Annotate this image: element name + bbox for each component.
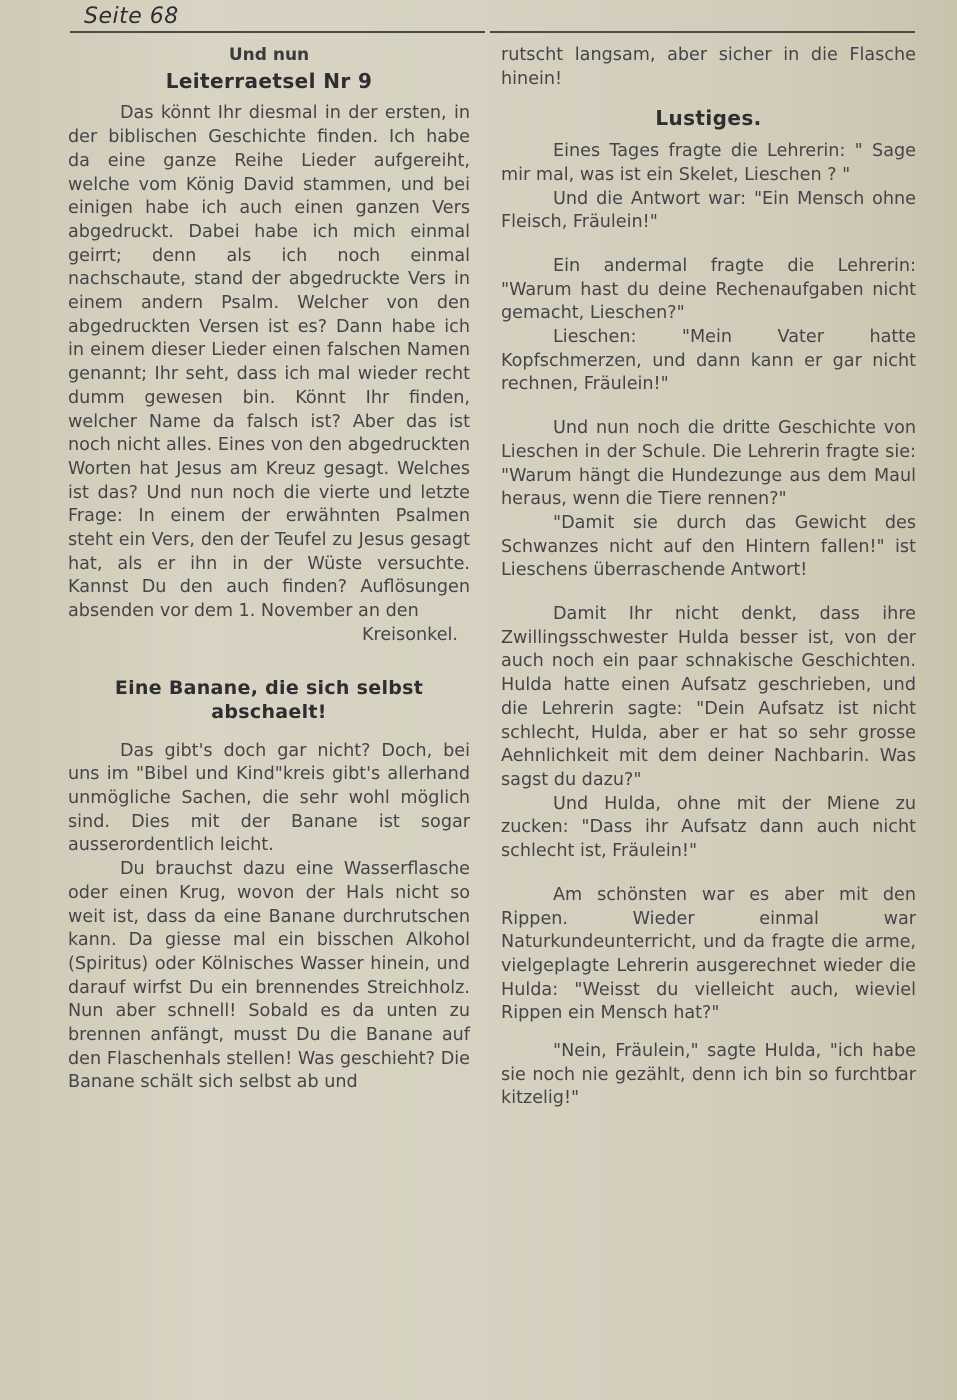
hulda-ribs-answer: "Nein, Fräulein," sagte Hulda, "ich habe sie noch nie gezählt, denn ich bin so furchtbar kitzelig!" — [501, 1041, 916, 1109]
left-column — [68, 44, 470, 1095]
joke-3-answer: "Damit sie durch das Gewicht des Schwanzes nicht auf den Hintern fallen!" ist Lieschens überraschende Antwort! — [501, 512, 916, 581]
joke-3-question: Und nun noch die dritte Geschichte von Lieschen in der Schule. Die Lehrerin fragte sie: "Warum hängt die Hundezunge aus dem Maul heraus, wenn die Tiere rennen?" — [501, 418, 916, 510]
banana-paragraph-1: Das gibt's doch gar nicht? Doch, bei uns im "Bibel und Kind"kreis gibt's allerhand unmögliche Sachen, die sehr wohl möglich sind. Dies mit der Banane ist sogar ausserordentlich leicht. — [68, 740, 470, 856]
page-number: Seite 68 — [84, 4, 179, 29]
riddle-pre-heading: Und nun — [228, 45, 310, 65]
banana-heading: Eine Banane, die sich selbst abschaelt! — [114, 676, 424, 723]
joke-2-question: Ein andermal fragte die Lehrerin: "Warum hast du deine Rechenaufgaben nicht gemacht, Lieschen?" — [501, 255, 916, 324]
riddle-text: Das könnt Ihr diesmal in der ersten, in der biblischen Geschichte finden. Ich habe da eine ganze Reihe Lieder aufgereiht, welche vom König David stammen, und bei einigen habe ich auch einen ganzen Vers abgedruckt. Dabei habe ich mich einmal geirrt; denn als ich noch einmal nachschaute, stand der abgedruckte Vers in einem andern Psalm. Welcher von den abgedruckten Versen ist es? Dann habe ich in einem dieser Lieder einen falschen Namen genannt; Ihr seht, dass ich mal wieder recht dumm gewesen bin. Könnt Ihr finden, welcher Name da falsch ist? Aber das ist noch nicht alles. Eines von den abgedruckten Worten hat Jesus am Kreuz gesagt. Welches ist das? Und nun noch die vierte und letzte Frage: In einem der erwähnten Psalmen steht ein Vers, den der Teufel zu Jesus gesagt hat, als er ihn in der Wüste versuchte. Kannst Du den auch finden? Auflösungen absenden vor dem 1. November an den — [68, 103, 470, 622]
header-rule-right — [490, 31, 915, 33]
header-rule-left — [70, 31, 485, 33]
hulda-ribs-question: Am schönsten war es aber mit den Rippen. Wieder einmal war Naturkundeunterricht, und da fragte die arme, vielgeplagte Lehrerin ausgerechnet wieder die Hulda: "Weisst du vielleicht auch, wieviel Rippen ein Mensch hat?" — [501, 884, 916, 1024]
riddle-signoff: Kreisonkel. — [361, 624, 458, 645]
right-column — [501, 44, 916, 1111]
riddle-heading: Leiterraetsel Nr 9 — [165, 68, 373, 93]
jokes-heading: Lustiges. — [655, 106, 762, 131]
hulda-intro: Damit Ihr nicht denkt, dass ihre Zwillingsschwester Hulda besser ist, von der auch noch ein paar schnakische Geschichten. Hulda hatte einen Aufsatz geschrieben, und die Lehrerin sagte: "Dein Aufsatz ist nicht schlecht, Hulda, aber er hat so sehr grosse Aehnlichkeit mit dem deiner Nachbarin. Was sagst du dazu?" — [501, 604, 916, 790]
hulda-answer: Und Hulda, ohne mit der Miene zu zucken: "Dass ihr Aufsatz dann auch nicht schlecht ist, Fräulein!" — [501, 793, 916, 862]
joke-1-question: Eines Tages fragte die Lehrerin: " Sage mir mal, was ist ein Skelet, Lieschen ? " — [501, 141, 916, 185]
banana-paragraph-2: Du brauchst dazu eine Wasserflasche oder einen Krug, wovon der Hals nicht so weit ist, dass da eine Banane durchrutschen kann. Da giesse mal ein bisschen Alkohol (Spiritus) oder Kölnisches Wasser hinein, und darauf wirfst Du ein brennendes Streichholz. Nun aber schnell! Sobald es da unten zu brennen anfängt, musst Du die Banane auf den Flaschenhals stellen! Was geschieht? Die Banane schält sich selbst ab und — [68, 859, 470, 1093]
joke-1-answer: Und die Antwort war: "Ein Mensch ohne Fleisch, Fräulein!" — [501, 188, 916, 233]
joke-2-answer: Lieschen: "Mein Vater hatte Kopfschmerzen, und dann kann er gar nicht rechnen, Fräulein!" — [501, 327, 916, 395]
banana-continuation: rutscht langsam, aber sicher in die Flasche hinein! — [501, 45, 916, 89]
